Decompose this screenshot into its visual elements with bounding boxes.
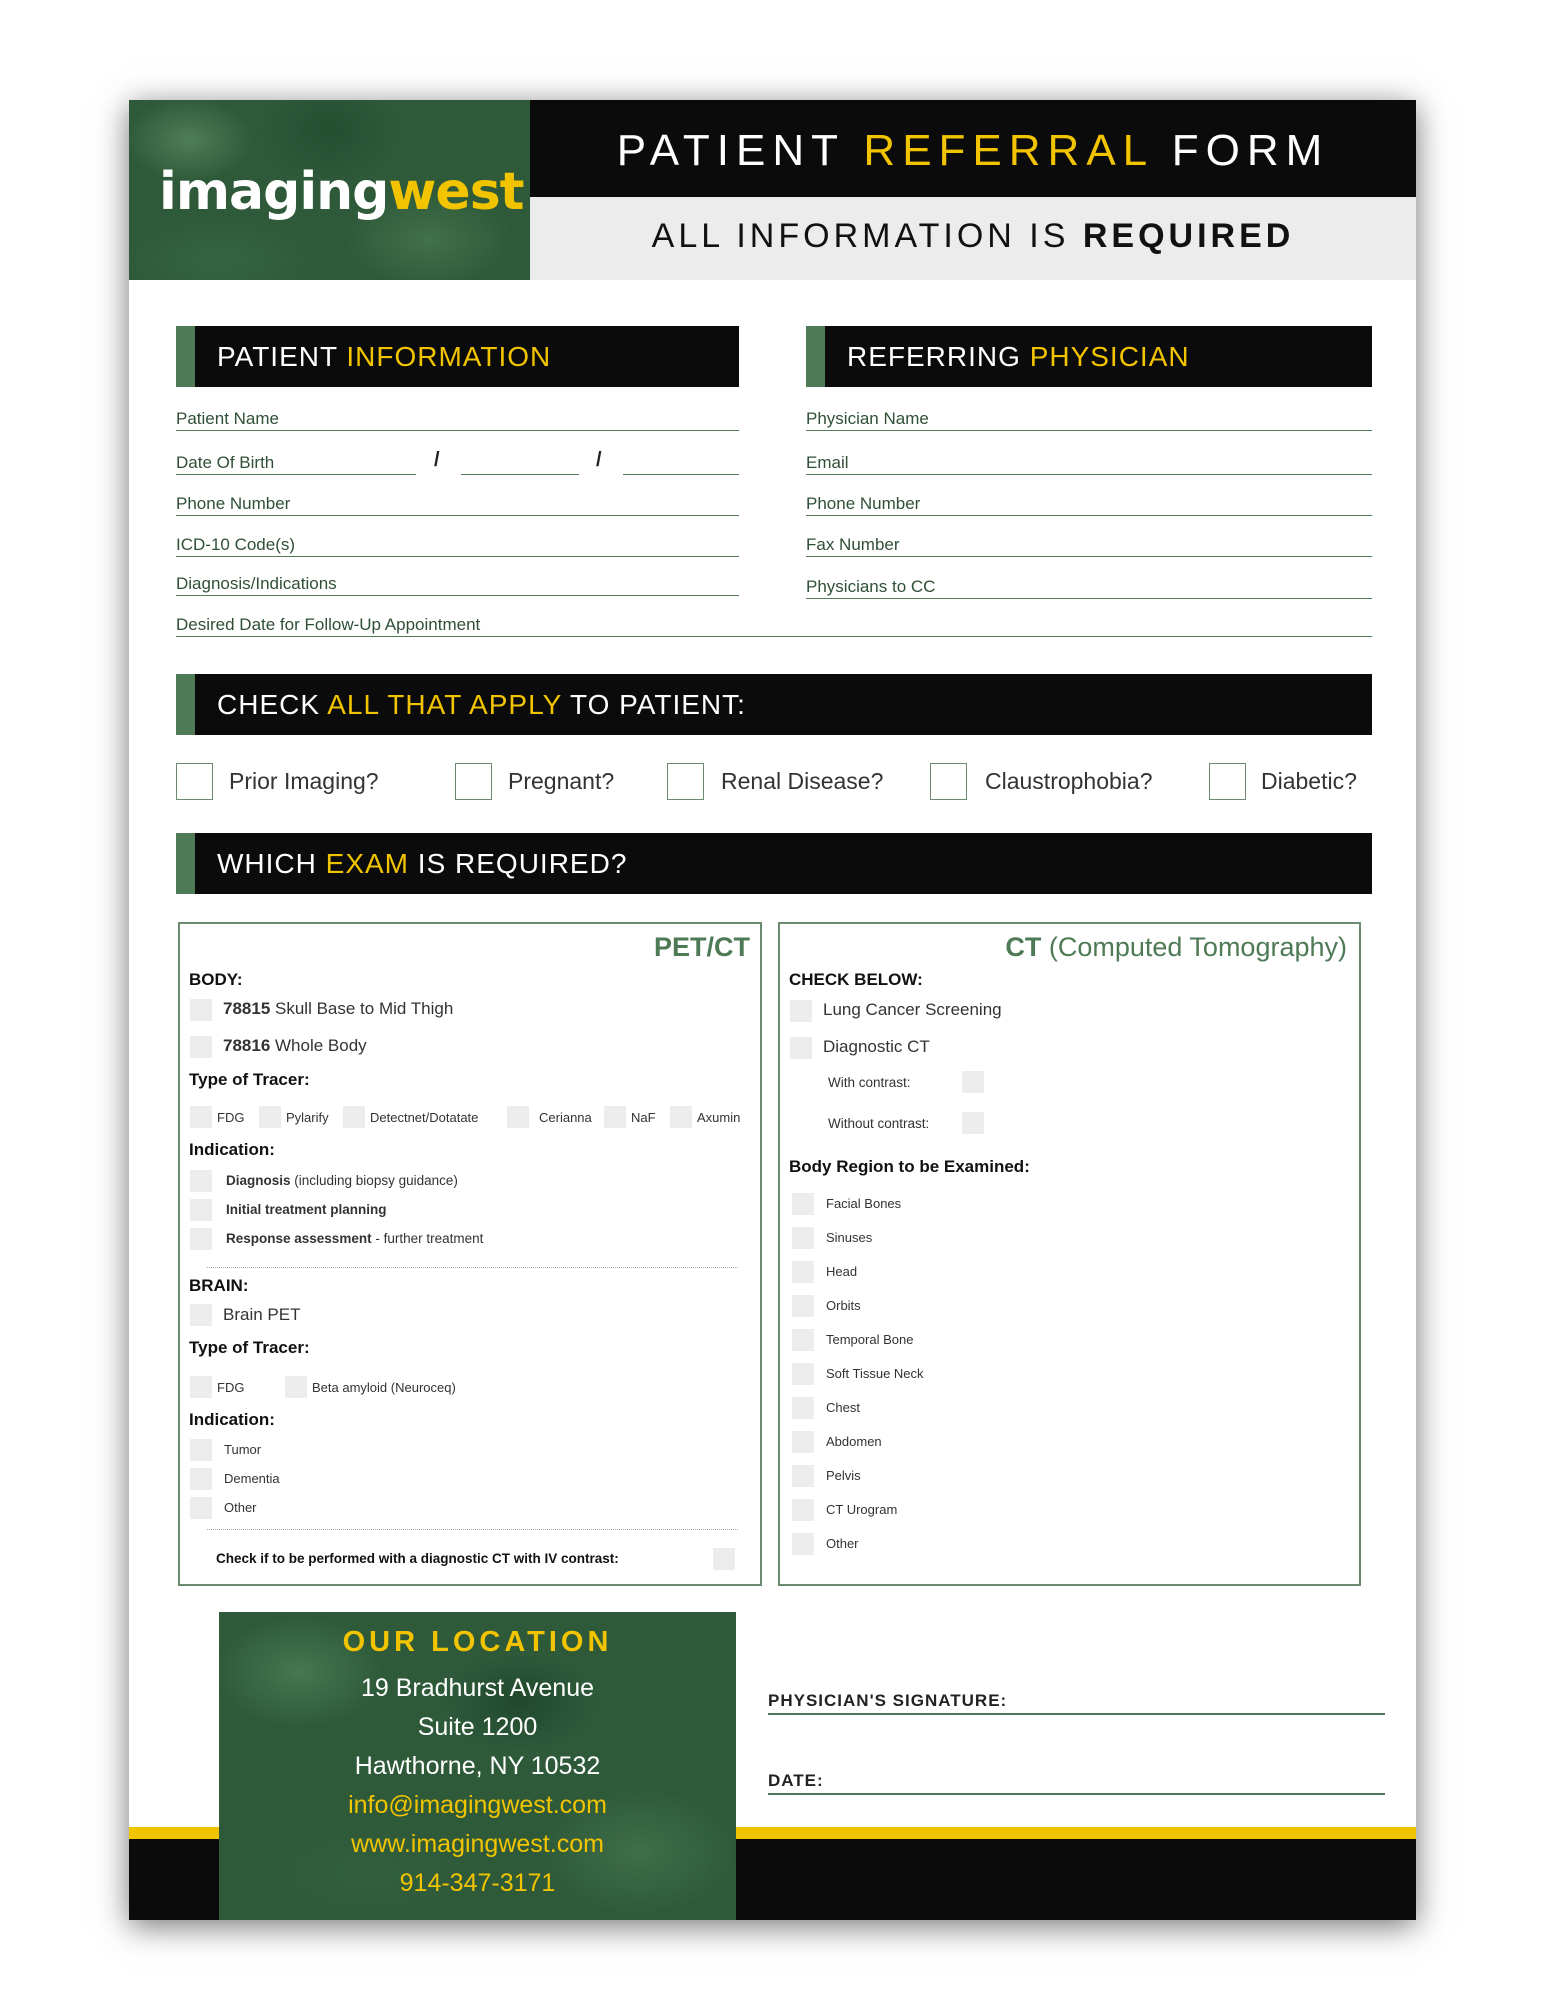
body-78815-checkbox[interactable] (190, 999, 212, 1021)
header-highlight: PHYSICIAN (1029, 341, 1190, 372)
header-pre: WHICH (217, 848, 326, 879)
brain-tumor-checkbox[interactable] (190, 1439, 212, 1461)
form-subtitle (530, 217, 1416, 256)
contrast-note: Check if to be performed with a diagnostic CT with IV contrast: (216, 1551, 619, 1566)
patient-info-header (176, 326, 739, 387)
with-contrast-checkbox[interactable] (962, 1071, 984, 1093)
form-title (530, 126, 1416, 176)
exam-title (217, 848, 627, 880)
logo-part-imaging: imaging (159, 162, 389, 222)
signature-label: PHYSICIAN'S SIGNATURE: (768, 1691, 1008, 1710)
followup-date-field[interactable] (176, 617, 1372, 637)
with-contrast-label: With contrast: (828, 1075, 911, 1090)
region-label: Soft Tissue Neck (826, 1366, 924, 1381)
dob-month-field[interactable] (176, 455, 416, 475)
indication-diagnosis-label (226, 1173, 458, 1188)
header-pre: CHECK (217, 689, 328, 720)
indication-initial-checkbox[interactable] (190, 1199, 212, 1221)
dob-year-field[interactable] (623, 455, 739, 475)
ct-title-bold: CT (1005, 932, 1042, 962)
divider (207, 1267, 738, 1268)
header-post: IS REQUIRED? (409, 848, 628, 879)
diagnostic-ct-checkbox[interactable] (790, 1037, 812, 1059)
region-label: Temporal Bone (826, 1332, 914, 1347)
exam-header (176, 833, 1372, 894)
subtitle-pre: ALL INFORMATION IS (651, 217, 1083, 255)
cpt-code: 78816 (223, 1036, 271, 1055)
ct-title (1005, 932, 1347, 963)
location-email[interactable]: info@imagingwest.com (348, 1791, 607, 1819)
without-contrast-checkbox[interactable] (962, 1112, 984, 1134)
region-label: Chest (826, 1400, 860, 1415)
tracer-fdg-label: FDG (217, 1110, 245, 1125)
indication-rest: (including biopsy guidance) (290, 1173, 458, 1188)
tracer-detectnet-checkbox[interactable] (343, 1106, 365, 1128)
dob-label: Date Of Birth (176, 453, 275, 472)
renal-disease-label: Renal Disease? (721, 768, 884, 794)
tracer-pylarify-checkbox[interactable] (259, 1106, 281, 1128)
logo (159, 162, 524, 222)
location-website[interactable]: www.imagingwest.com (351, 1830, 604, 1858)
region-checkbox[interactable] (792, 1499, 814, 1521)
tracer-fdg-checkbox[interactable] (190, 1106, 212, 1128)
pregnant-label: Pregnant? (508, 768, 615, 794)
diagnosis-label: Diagnosis/Indications (176, 574, 337, 593)
physician-phone-field[interactable] (806, 496, 1372, 516)
dob-slash: / (434, 449, 440, 471)
location-title: OUR LOCATION (342, 1626, 613, 1658)
physicians-cc-label: Physicians to CC (806, 577, 936, 596)
header-pre: PATIENT (217, 341, 347, 372)
address-line-2: Suite 1200 (417, 1713, 538, 1741)
body-78816-label (223, 1036, 367, 1056)
icd-field[interactable] (176, 537, 739, 557)
region-checkbox[interactable] (792, 1329, 814, 1351)
region-label: Orbits (826, 1298, 861, 1313)
diabetic-label: Diabetic? (1261, 768, 1357, 794)
region-checkbox[interactable] (792, 1227, 814, 1249)
header-stripe (176, 674, 195, 735)
renal-disease-checkbox[interactable] (667, 763, 704, 800)
tracer-pylarify-label: Pylarify (286, 1110, 329, 1125)
followup-label: Desired Date for Follow-Up Appointment (176, 615, 481, 634)
physician-signature-field[interactable] (768, 1691, 1385, 1715)
patient-name-field[interactable] (176, 411, 739, 431)
body-78816-checkbox[interactable] (190, 1036, 212, 1058)
region-checkbox[interactable] (792, 1533, 814, 1555)
tracer-detectnet-label: Detectnet/Dotatate (370, 1110, 479, 1125)
region-label: Pelvis (826, 1468, 861, 1483)
region-checkbox[interactable] (792, 1193, 814, 1215)
header-highlight: ALL THAT APPLY (327, 689, 562, 720)
lung-screening-label: Lung Cancer Screening (823, 1000, 1002, 1019)
header-highlight: INFORMATION (346, 341, 552, 372)
body-heading: BODY: (189, 970, 243, 989)
header-stripe (806, 326, 825, 387)
region-label: Head (826, 1264, 858, 1279)
divider (207, 1529, 738, 1530)
claustrophobia-checkbox[interactable] (930, 763, 967, 800)
region-label: CT Urogram (826, 1502, 898, 1517)
brain-pet-checkbox[interactable] (190, 1304, 212, 1326)
address-line-1: 19 Bradhurst Avenue (360, 1674, 595, 1702)
address-line-3: Hawthorne, NY 10532 (354, 1752, 601, 1780)
brain-other-label: Other (224, 1500, 257, 1515)
tracer-axumin-checkbox[interactable] (670, 1106, 692, 1128)
brain-tracer-heading: Type of Tracer: (189, 1338, 310, 1357)
brain-tracer-fdg-checkbox[interactable] (190, 1376, 212, 1398)
region-label: Other (826, 1536, 859, 1551)
region-checkbox[interactable] (792, 1431, 814, 1453)
physician-fax-label: Fax Number (806, 535, 900, 554)
region-checkbox[interactable] (792, 1363, 814, 1385)
physician-name-label: Physician Name (806, 409, 929, 428)
date-field[interactable] (768, 1771, 1385, 1795)
header-highlight: EXAM (325, 848, 410, 879)
brain-tracer-fdg-label: FDG (217, 1380, 245, 1395)
header-post: TO PATIENT: (561, 689, 746, 720)
tracer-naf-checkbox[interactable] (604, 1106, 626, 1128)
petct-panel (178, 922, 762, 1586)
brain-tumor-label: Tumor (224, 1442, 262, 1457)
tracer-naf-label: NaF (631, 1110, 656, 1125)
region-label: Facial Bones (826, 1196, 902, 1211)
subtitle-bar (530, 197, 1416, 280)
dob-slash: / (596, 449, 602, 471)
ct-title-rest: (Computed Tomography) (1041, 932, 1347, 962)
lung-screening-checkbox[interactable] (790, 1000, 812, 1022)
brain-dementia-label: Dementia (224, 1471, 280, 1486)
header-stripe (176, 833, 195, 894)
region-checkbox[interactable] (792, 1295, 814, 1317)
region-checkbox[interactable] (792, 1261, 814, 1283)
region-label: Sinuses (826, 1230, 873, 1245)
tracer-cerianna-label: Cerianna (539, 1110, 592, 1125)
indication-rest: - further treatment (371, 1231, 484, 1246)
physician-name-field[interactable] (806, 411, 1372, 431)
patient-info-title (217, 341, 551, 373)
check-all-title (217, 689, 746, 721)
patient-name-label: Patient Name (176, 409, 279, 428)
indication-heading: Indication: (189, 1140, 275, 1159)
physician-title (847, 341, 1190, 373)
claustrophobia-label: Claustrophobia? (985, 768, 1153, 794)
title-bar (530, 100, 1416, 197)
region-heading: Body Region to be Examined: (789, 1157, 1030, 1176)
brain-other-checkbox[interactable] (190, 1497, 212, 1519)
without-contrast-label: Without contrast: (828, 1116, 930, 1131)
brain-heading: BRAIN: (189, 1276, 249, 1295)
title-pre: PATIENT (616, 126, 864, 175)
diagnostic-ct-label: Diagnostic CT (823, 1037, 930, 1056)
body-78815-label (223, 999, 453, 1019)
dob-day-field[interactable] (461, 455, 579, 475)
header-stripe (176, 326, 195, 387)
pregnant-checkbox[interactable] (455, 763, 492, 800)
indication-bold: Response assessment (226, 1231, 372, 1246)
indication-initial-label (226, 1202, 387, 1217)
location-panel (219, 1612, 736, 1920)
diagnosis-field[interactable] (176, 576, 739, 596)
iv-contrast-checkbox[interactable] (713, 1548, 735, 1570)
logo-panel (129, 100, 530, 280)
physician-email-label: Email (806, 453, 849, 472)
physician-fax-field[interactable] (806, 537, 1372, 557)
title-post: FORM (1152, 126, 1330, 175)
ct-check-heading: CHECK BELOW: (789, 970, 923, 989)
tracer-cerianna-checkbox[interactable] (507, 1106, 529, 1128)
indication-response-label (226, 1231, 483, 1246)
cpt-code: 78815 (223, 999, 271, 1018)
indication-diagnosis-checkbox[interactable] (190, 1170, 212, 1192)
prior-imaging-checkbox[interactable] (176, 763, 213, 800)
ct-panel (778, 922, 1361, 1586)
referral-form-sheet (129, 100, 1416, 1920)
logo-part-west: west (388, 162, 524, 222)
title-highlight: REFERRAL (863, 126, 1153, 175)
header-pre: REFERRING (847, 341, 1030, 372)
petct-title: PET/CT (653, 932, 750, 962)
prior-imaging-label: Prior Imaging? (229, 768, 379, 794)
region-checkbox[interactable] (792, 1465, 814, 1487)
location-phone[interactable]: 914-347-3171 (399, 1869, 556, 1897)
brain-tracer-amyloid-checkbox[interactable] (285, 1376, 307, 1398)
patient-phone-label: Phone Number (176, 494, 291, 513)
indication-bold: Initial treatment planning (226, 1202, 387, 1217)
diabetic-checkbox[interactable] (1209, 763, 1246, 800)
indication-bold: Diagnosis (226, 1173, 291, 1188)
icd-label: ICD-10 Code(s) (176, 535, 296, 554)
subtitle-bold: REQUIRED (1082, 217, 1295, 255)
brain-dementia-checkbox[interactable] (190, 1468, 212, 1490)
physicians-cc-field[interactable] (806, 579, 1372, 599)
region-label: Abdomen (826, 1434, 882, 1449)
physician-header (806, 326, 1372, 387)
brain-indication-heading: Indication: (189, 1410, 275, 1429)
physician-email-field[interactable] (806, 455, 1372, 475)
tracer-heading: Type of Tracer: (189, 1070, 310, 1089)
region-checkbox[interactable] (792, 1397, 814, 1419)
date-label: DATE: (768, 1771, 824, 1790)
physician-phone-label: Phone Number (806, 494, 921, 513)
brain-tracer-amyloid-label: Beta amyloid (Neuroceq) (312, 1380, 456, 1395)
body-option-text: Whole Body (270, 1036, 367, 1055)
brain-pet-label: Brain PET (223, 1305, 301, 1324)
indication-response-checkbox[interactable] (190, 1228, 212, 1250)
tracer-axumin-label: Axumin (697, 1110, 741, 1125)
body-option-text: Skull Base to Mid Thigh (270, 999, 454, 1018)
check-all-header (176, 674, 1372, 735)
patient-phone-field[interactable] (176, 496, 739, 516)
